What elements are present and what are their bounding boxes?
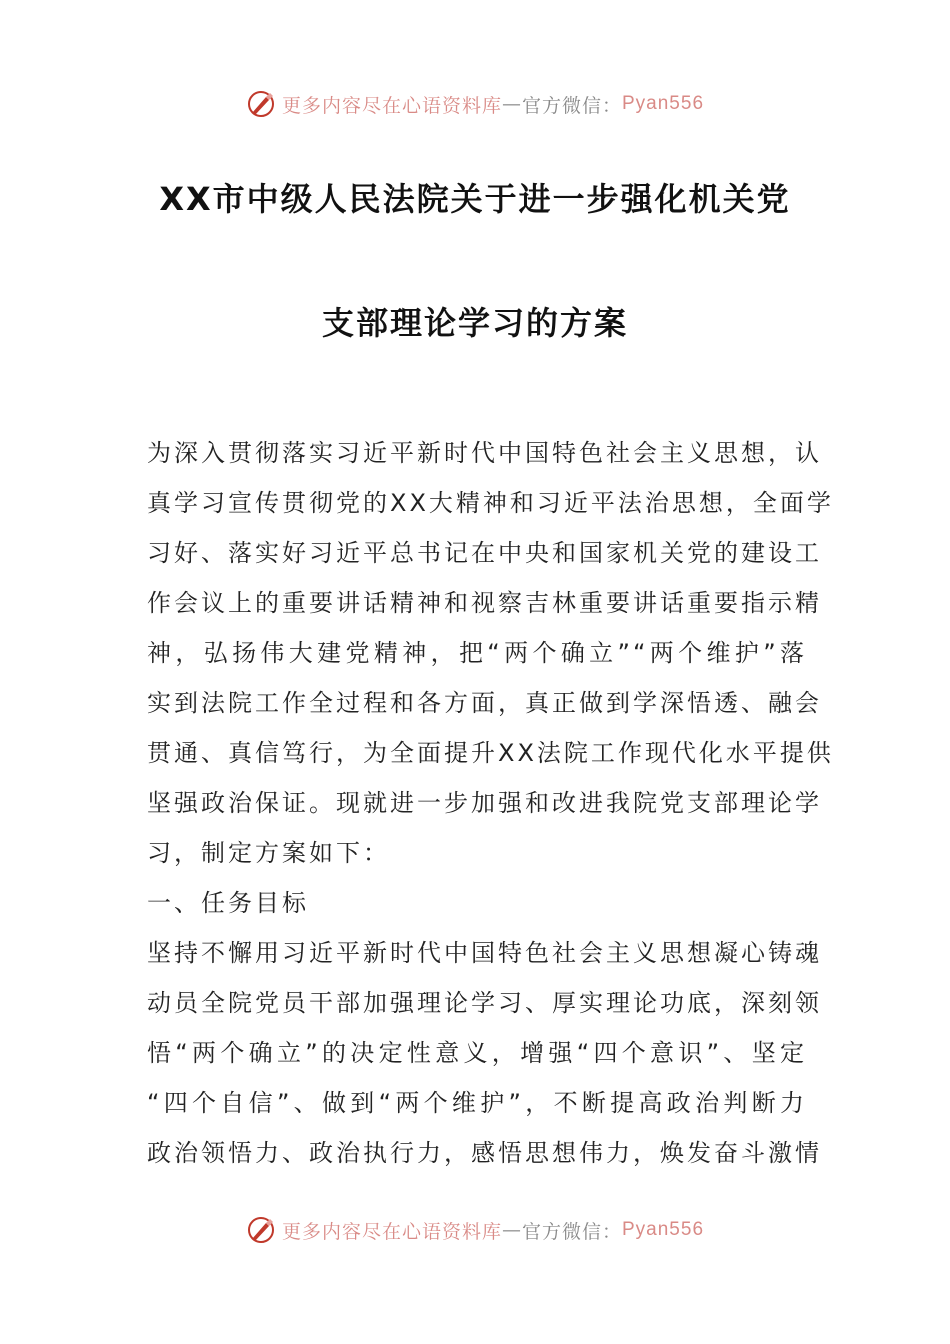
header-watermark-banner	[0, 84, 950, 124]
body-line: 坚持不懈用习近平新时代中国特色社会主义思想凝心铸魂	[147, 939, 822, 967]
body-line: 为深入贯彻落实习近平新时代中国特色社会主义思想，认	[147, 439, 822, 467]
body-line: 贯通、真信笃行，为全面提升XX法院工作现代化水平提供	[147, 739, 834, 767]
footer-watermark-banner	[0, 1210, 950, 1250]
banner-dash: —	[501, 93, 522, 115]
body-line: 坚强政治保证。现就进一步加强和改进我院党支部理论学	[147, 789, 822, 817]
body-line: 神，弘扬伟大建党精神，把“两个确立”“两个维护”落	[147, 639, 807, 667]
wechat-id: Pyan556	[622, 93, 705, 114]
wechat-label: 官方微信：	[521, 1220, 622, 1243]
document-title-line-1: XX市中级人民法院关于进一步强化机关党	[159, 180, 791, 218]
body-line: 作会议上的重要讲话精神和视察吉林重要讲话重要指示精	[147, 589, 822, 617]
document-body	[147, 428, 834, 1178]
body-line: 动员全院党员干部加强理论学习、厚实理论功底，深刻领	[147, 989, 822, 1017]
document-title-line-2: 支部理论学习的方案	[321, 304, 628, 342]
library-text: 更多内容尽在心语资料库	[281, 94, 502, 117]
pen-logo-icon	[246, 89, 276, 119]
pen-logo-icon	[246, 1215, 276, 1245]
wechat-id: Pyan556	[622, 1219, 705, 1240]
body-line: 悟“两个确立”的决定性意义，增强“四个意识”、坚定	[147, 1039, 807, 1067]
wechat-label: 官方微信：	[521, 94, 622, 117]
library-text: 更多内容尽在心语资料库	[281, 1220, 502, 1243]
body-line: “四个自信”、做到“两个维护”，不断提高政治判断力	[147, 1089, 807, 1117]
body-line: 实到法院工作全过程和各方面，真正做到学深悟透、融会	[147, 689, 822, 717]
body-line: 政治领悟力、政治执行力，感悟思想伟力，焕发奋斗激情	[147, 1139, 822, 1167]
section-heading: 一、任务目标	[147, 889, 309, 917]
body-line: 习，制定方案如下：	[147, 839, 390, 867]
body-line: 习好、落实好习近平总书记在中央和国家机关党的建设工	[147, 539, 822, 567]
banner-dash: —	[501, 1219, 522, 1241]
body-line: 真学习宣传贯彻党的XX大精神和习近平法治思想，全面学	[147, 489, 834, 517]
